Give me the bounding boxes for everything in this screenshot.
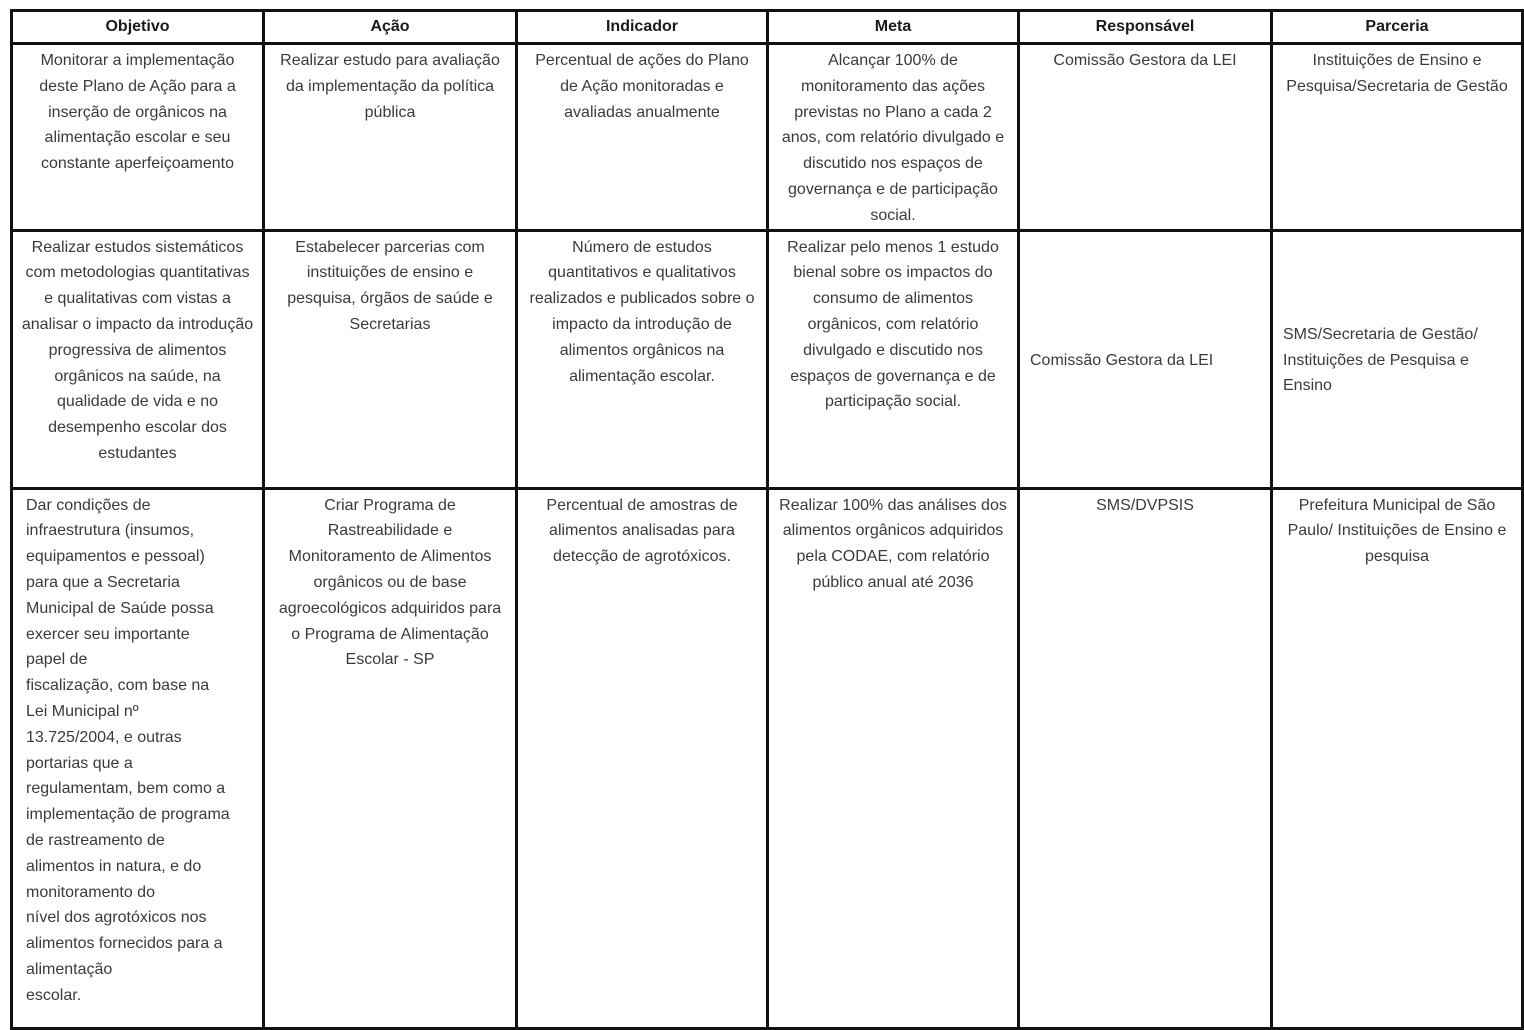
table-row bbox=[12, 488, 1523, 1028]
cell-responsavel: Comissão Gestora da LEI bbox=[1019, 230, 1272, 488]
cell-indicador: Percentual de amostras de alimentos analisadas para detecção de agrotóxicos. bbox=[517, 488, 768, 1028]
action-plan-table bbox=[10, 9, 1524, 1030]
table-row bbox=[12, 230, 1523, 488]
cell-meta: Alcançar 100% de monitoramento das ações previstas no Plano a cada 2 anos, com relatório divulgado e discutido nos espaços de governança e de participação social. bbox=[768, 44, 1019, 231]
cell-meta: Realizar pelo menos 1 estudo bienal sobre os impactos do consumo de alimentos orgânicos, com relatório divulgado e discutido nos espaços de governança e de participação social. bbox=[768, 230, 1019, 488]
cell-acao: Estabelecer parcerias com instituições de ensino e pesquisa, órgãos de saúde e Secretarias bbox=[264, 230, 517, 488]
header-parceria: Parceria bbox=[1272, 11, 1523, 44]
cell-acao: Criar Programa de Rastreabilidade e Monitoramento de Alimentos orgânicos ou de base agroecológicos adquiridos para o Programa de Alimentação Escolar - SP bbox=[264, 488, 517, 1028]
cell-objetivo: Realizar estudos sistemáticos com metodologias quantitativas e qualitativas com vistas a analisar o impacto da introdução progressiva de alimentos orgânicos na saúde, na qualidade de vida e no desempenho escolar dos estudantes bbox=[12, 230, 264, 488]
header-acao: Ação bbox=[264, 11, 517, 44]
cell-meta: Realizar 100% das análises dos alimentos orgânicos adquiridos pela CODAE, com relatório público anual até 2036 bbox=[768, 488, 1019, 1028]
cell-parceria: Prefeitura Municipal de São Paulo/ Instituições de Ensino e pesquisa bbox=[1272, 488, 1523, 1028]
cell-acao: Realizar estudo para avaliação da implementação da política pública bbox=[264, 44, 517, 231]
cell-responsavel: Comissão Gestora da LEI bbox=[1019, 44, 1272, 231]
cell-responsavel: SMS/DVPSIS bbox=[1019, 488, 1272, 1028]
header-meta: Meta bbox=[768, 11, 1019, 44]
cell-objetivo: Monitorar a implementação deste Plano de Ação para a inserção de orgânicos na alimentação escolar e seu constante aperfeiçoamento bbox=[12, 44, 264, 231]
cell-parceria: SMS/Secretaria de Gestão/ Instituições de Pesquisa e Ensino bbox=[1272, 230, 1523, 488]
header-row bbox=[12, 11, 1523, 44]
cell-parceria: Instituições de Ensino e Pesquisa/Secretaria de Gestão bbox=[1272, 44, 1523, 231]
cell-objetivo: Dar condições de infraestrutura (insumos, equipamentos e pessoal) para que a Secretaria Municipal de Saúde possa exercer seu importante papel de fiscalização, com base na Lei Municipal nº 13.725/2004, e outras portarias que a regulamentam, bem como a implementação de programa de rastreamento de alimentos in natura, e do monitoramento do nível dos agrotóxicos nos alimentos fornecidos para a alimentação escolar. bbox=[12, 488, 264, 1028]
header-indicador: Indicador bbox=[517, 11, 768, 44]
header-responsavel: Responsável bbox=[1019, 11, 1272, 44]
cell-indicador: Número de estudos quantitativos e qualitativos realizados e publicados sobre o impacto da introdução de alimentos orgânicos na alimentação escolar. bbox=[517, 230, 768, 488]
cell-indicador: Percentual de ações do Plano de Ação monitoradas e avaliadas anualmente bbox=[517, 44, 768, 231]
header-objetivo: Objetivo bbox=[12, 11, 264, 44]
table-row bbox=[12, 44, 1523, 231]
